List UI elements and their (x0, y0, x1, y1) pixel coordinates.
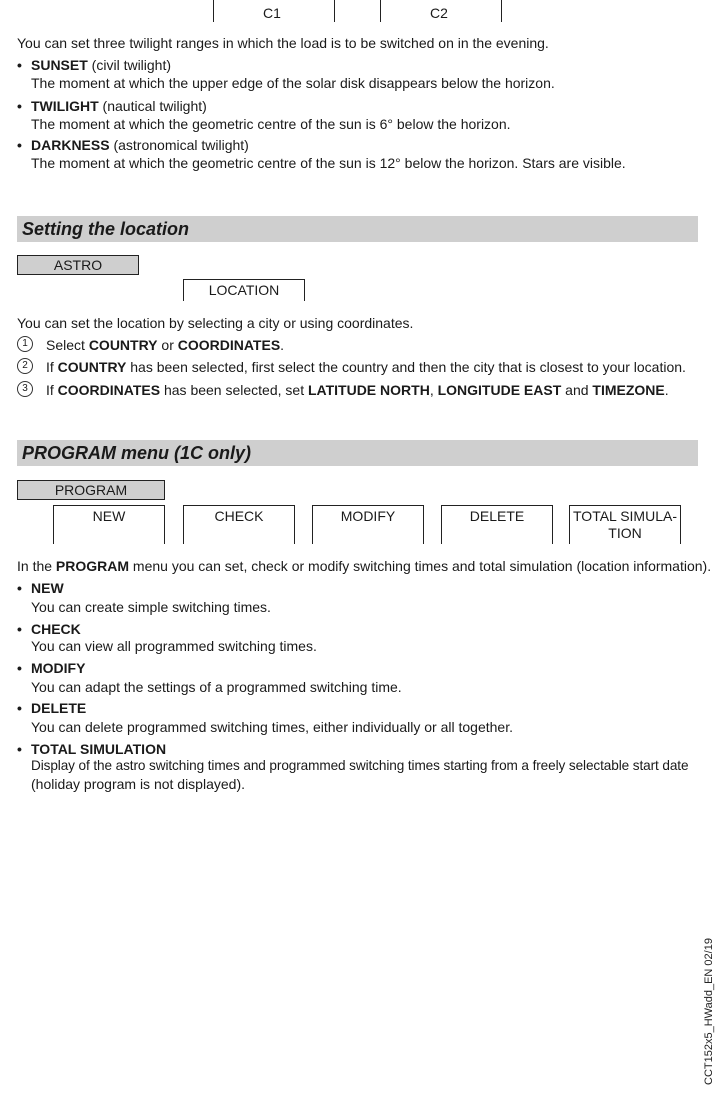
total-simulation-description-cont: (holiday program is not displayed). (31, 776, 245, 792)
submenu-total-simulation: TOTAL SIMULA- TION (569, 505, 681, 544)
list-item-sunset: SUNSET (civil twilight) (31, 57, 172, 73)
menu-program: PROGRAM (17, 480, 165, 500)
list-item-delete: DELETE (31, 700, 87, 716)
bullet: • (17, 98, 22, 114)
darkness-description: The moment at which the geometric centre of the sun is 12° below the horizon. Stars are visible. (31, 155, 626, 171)
new-description: You can create simple switching times. (31, 599, 271, 615)
top-menu-divider (334, 0, 335, 22)
step-number: 1 (17, 336, 33, 352)
list-item-new: NEW (31, 580, 64, 596)
step-number: 3 (17, 381, 33, 397)
list-item-twilight: TWILIGHT (nautical twilight) (31, 98, 207, 114)
program-intro: In the PROGRAM menu you can set, check or modify switching times and total simulation (location information). (17, 558, 712, 574)
menu-astro: ASTRO (17, 255, 139, 275)
location-intro: You can set the location by selecting a city or using coordinates. (17, 315, 414, 331)
submenu-modify: MODIFY (312, 505, 424, 544)
list-item-check: CHECK (31, 621, 81, 637)
step-number: 2 (17, 358, 33, 374)
bullet: • (17, 57, 22, 73)
total-simulation-description: Display of the astro switching times and programmed switching times starting from a freely selectable start date (31, 758, 689, 773)
top-menu-divider (380, 0, 381, 22)
menu-item-c1: C1 (263, 5, 281, 21)
location-step-2: If COUNTRY has been selected, first select the country and then the city that is closest to your location. (46, 359, 686, 375)
bullet: • (17, 700, 22, 716)
menu-item-c2: C2 (430, 5, 448, 21)
bullet: • (17, 580, 22, 596)
location-step-1: Select COUNTRY or COORDINATES. (46, 337, 285, 353)
modify-description: You can adapt the settings of a programmed switching time. (31, 679, 402, 695)
twilight-description: The moment at which the geometric centre of the sun is 6° below the horizon. (31, 116, 511, 132)
top-menu-divider (501, 0, 502, 22)
submenu-check: CHECK (183, 505, 295, 544)
list-item-darkness: DARKNESS (astronomical twilight) (31, 137, 249, 153)
submenu-new: NEW (53, 505, 165, 544)
section-heading-location: Setting the location (17, 216, 698, 242)
submenu-delete: DELETE (441, 505, 553, 544)
document-code: CCT152x5_HWadd_EN 02/19 (703, 938, 715, 1085)
menu-location: LOCATION (183, 279, 305, 301)
top-menu-divider (213, 0, 214, 22)
bullet: • (17, 137, 22, 153)
list-item-modify: MODIFY (31, 660, 86, 676)
check-description: You can view all programmed switching times. (31, 638, 317, 654)
bullet: • (17, 621, 22, 637)
location-step-3: If COORDINATES has been selected, set LATITUDE NORTH, LONGITUDE EAST and TIMEZONE. (46, 382, 669, 398)
list-item-total-simulation: TOTAL SIMULATION (31, 741, 167, 757)
sunset-description: The moment at which the upper edge of the solar disk disappears below the horizon. (31, 75, 555, 91)
bullet: • (17, 660, 22, 676)
delete-description: You can delete programmed switching times, either individually or all together. (31, 719, 513, 735)
section-heading-program: PROGRAM menu (1C only) (17, 440, 698, 466)
twilight-intro: You can set three twilight ranges in which the load is to be switched on in the evening. (17, 35, 549, 51)
bullet: • (17, 741, 22, 757)
